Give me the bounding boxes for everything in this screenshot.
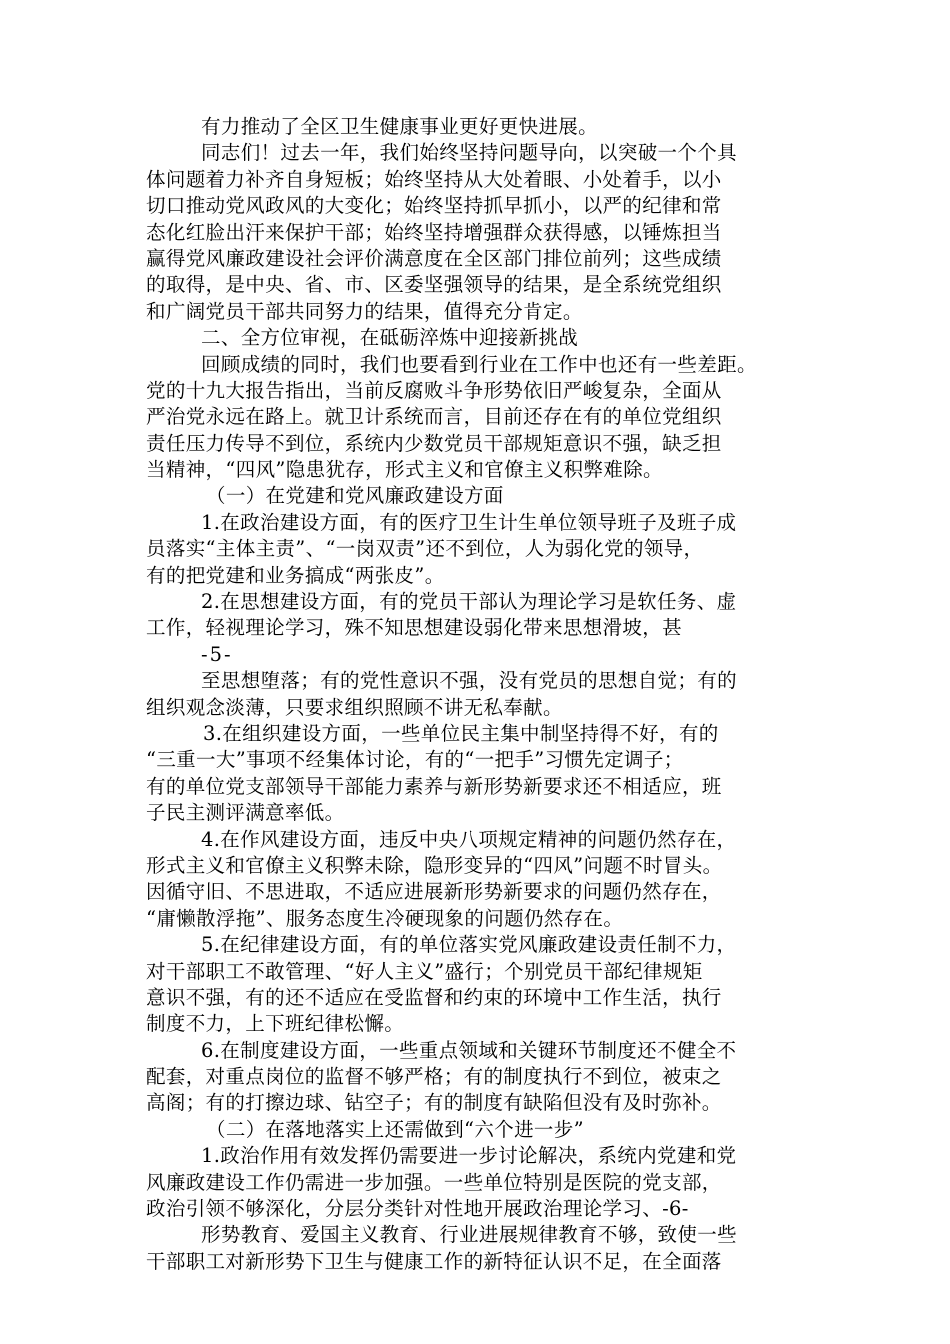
text-line: （一）在党建和党风廉政建设方面 [206, 484, 504, 508]
text-line: 风廉政建设工作仍需进一步加强。一些单位特别是医院的党支部， [146, 1170, 722, 1194]
text-line: 1.在政治建设方面，有的医疗卫生计生单位领导班子及班子成 [201, 510, 737, 534]
text-line: 6.在制度建设方面，一些重点领域和关键环节制度还不健全不 [201, 1038, 737, 1062]
text-line: 的取得，是中央、省、市、区委坚强领导的结果，是全系统党组织 [146, 273, 722, 297]
text-line: 政治引领不够深化，分层分类针对性地开展政治理论学习、-6- [146, 1197, 689, 1221]
text-line: 形势教育、爱国主义教育、行业进展规律教育不够，致使一些 [201, 1223, 737, 1247]
text-line: 有的把党建和业务搞成“两张皮”。 [146, 563, 445, 587]
page-number: -5- [201, 642, 233, 666]
text-line: 当精神，“四风”隐患犹存，形式主义和官僚主义积弊难除。 [146, 458, 663, 482]
text-line: 态化红脸出汗来保护干部；始终坚持增强群众获得感，以锤炼担当 [146, 220, 722, 244]
text-line: 工作，轻视理论学习，殊不知思想建设弱化带来思想滑坡，甚 [146, 616, 682, 640]
text-line: 和广阔党员干部共同努力的结果，值得充分肯定。 [146, 299, 583, 323]
text-line: （二）在落地落实上还需做到“六个进一步” [206, 1117, 584, 1141]
text-line: 制度不力，上下班纪律松懈。 [146, 1012, 405, 1036]
text-line: 组织观念淡薄，只要求组织照顾不讲无私奉献。 [146, 695, 563, 719]
text-line: 员落实“主体主责”、“一岗双责”还不到位，人为弱化党的领导， [146, 537, 704, 561]
text-line: 2.在思想建设方面，有的党员干部认为理论学习是软任务、虚 [201, 590, 737, 614]
document-page [146, 114, 806, 1275]
text-line: 有力推动了全区卫生健康事业更好更快进展。 [201, 115, 599, 138]
text-line: 至思想堕落；有的党性意识不强，没有党员的思想自觉；有的 [201, 669, 737, 693]
text-line: 体问题着力补齐自身短板；始终坚持从大处着眼、小处着手，以小 [146, 167, 722, 191]
text-line: 5.在纪律建设方面，有的单位落实党风廉政建设责任制不力， [201, 933, 737, 957]
text-line: 4.在作风建设方面，违反中央八项规定精神的问题仍然存在， [201, 827, 737, 851]
text-line: 子民主测评满意率低。 [146, 801, 345, 825]
text-line: “三重一大”事项不经集体讨论，有的“一把手”习惯先定调子； [146, 748, 684, 772]
text-line: 责任压力传导不到位，系统内少数党员干部规矩意识不强，缺乏担 [146, 431, 722, 455]
text-line: 配套，对重点岗位的监督不够严格；有的制度执行不到位，被束之 [146, 1065, 722, 1089]
text-line: 1.政治作用有效发挥仍需要进一步讨论解决，系统内党建和党 [201, 1144, 737, 1168]
text-line: 形式主义和官僚主义积弊未除，隐形变异的“四风”问题不时冒头。 [146, 853, 723, 877]
text-line: 赢得党风廉政建设社会评价满意度在全区部门排位前列；这些成绩 [146, 246, 722, 270]
text-line: 二、全方位审视，在砥砺淬炼中迎接新挑战 [201, 326, 579, 350]
text-line: “庸懒散浮拖”、服务态度生冷硬现象的问题仍然存在。 [146, 906, 624, 930]
text-line: 严治党永远在路上。就卫计系统而言，目前还存在有的单位党组织 [146, 405, 722, 429]
text-line: 干部职工对新形势下卫生与健康工作的新特征认识不足，在全面落 [146, 1249, 722, 1273]
text-line: 回顾成绩的同时，我们也要看到行业在工作中也还有一些差距。 [201, 352, 757, 376]
text-line: 同志们！过去一年，我们始终坚持问题导向，以突破一个个具 [201, 141, 737, 165]
text-line: 对干部职工不敢管理、“好人主义”盛行；个别党员干部纪律规矩 [146, 959, 703, 983]
text-line: 有的单位党支部领导干部能力素养与新形势新要求还不相适应，班 [146, 774, 722, 798]
text-line: 切口推动党风政风的大变化；始终坚持抓早抓小，以严的纪律和常 [146, 194, 722, 218]
text-line: 因循守旧、不思进取，不适应进展新形势新要求的问题仍然存在， [146, 880, 722, 904]
text-line: 党的十九大报告指出，当前反腐败斗争形势依旧严峻复杂，全面从 [146, 378, 722, 402]
text-line: 高阁；有的打擦边球、钻空子；有的制度有缺陷但没有及时弥补。 [146, 1091, 722, 1115]
text-line: 意识不强，有的还不适应在受监督和约束的环境中工作生活，执行 [146, 985, 722, 1009]
text-line: 3.在组织建设方面，一些单位民主集中制坚持得不好，有的 [203, 721, 719, 745]
